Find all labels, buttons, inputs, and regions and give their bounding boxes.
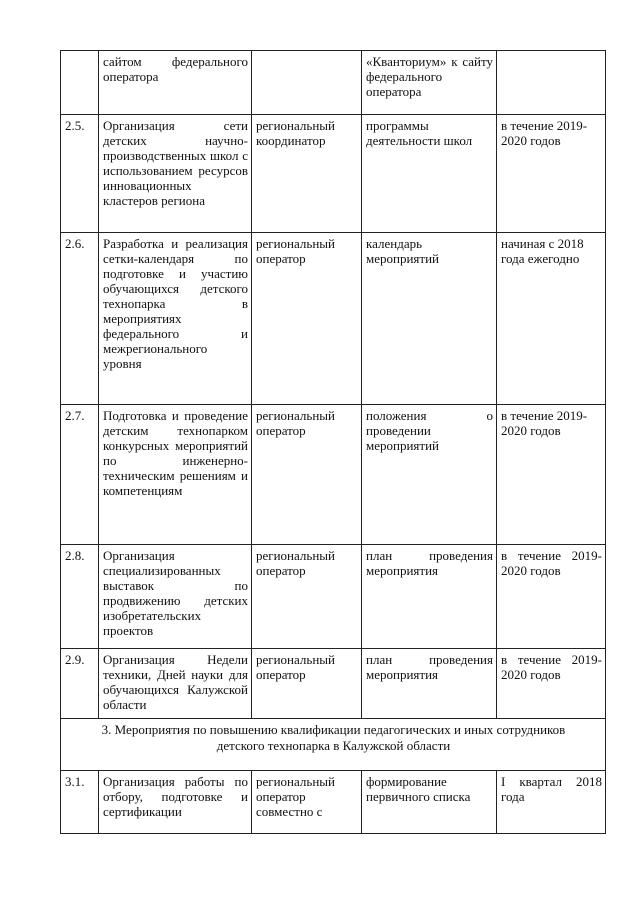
activity-cell: сайтом федерального оператора	[99, 51, 252, 115]
result-cell: программы деятельности школ	[362, 115, 497, 233]
row-number-cell: 2.7.	[61, 405, 99, 545]
deadline-cell: в течение 2019-2020 годов	[497, 545, 606, 649]
deadline-cell: в течение 2019-2020 годов	[497, 405, 606, 545]
activity-cell: Организация сети детских научно-производственных школ с использованием ресурсов инновационных кластеров региона	[99, 115, 252, 233]
table-row	[61, 51, 606, 115]
section-heading-line: детского технопарка в Калужской области	[216, 738, 451, 753]
deadline-cell	[497, 51, 606, 115]
activity-cell: Организация Недели техники, Дней науки для обучающихся Калужской области	[99, 649, 252, 719]
table-row	[61, 545, 606, 649]
result-cell: положения о проведении мероприятий	[362, 405, 497, 545]
executor-cell: региональный оператор	[252, 405, 362, 545]
activity-cell: Организация работы по отбору, подготовке и сертификации	[99, 771, 252, 834]
section-row	[61, 719, 606, 771]
deadline-cell: начиная с 2018 года ежегодно	[497, 233, 606, 405]
deadline-cell: в течение 2019-2020 годов	[497, 115, 606, 233]
row-number-cell: 2.8.	[61, 545, 99, 649]
events-table	[60, 50, 606, 834]
executor-cell: региональный оператор	[252, 545, 362, 649]
row-number-cell: 2.6.	[61, 233, 99, 405]
executor-cell: региональный оператор	[252, 233, 362, 405]
activity-cell: Подготовка и проведение детским технопарком конкурсных мероприятий по инженерно-техническим решениям и компетенциям	[99, 405, 252, 545]
executor-cell: региональный оператор совместно с	[252, 771, 362, 834]
row-number-cell: 2.5.	[61, 115, 99, 233]
result-cell: «Кванториум» к сайту федерального оператора	[362, 51, 497, 115]
row-number-cell: 2.9.	[61, 649, 99, 719]
deadline-cell: I квартал 2018 года	[497, 771, 606, 834]
section-heading-line: 3. Мероприятия по повышению квалификации педагогических и иных сотрудников	[101, 722, 566, 737]
activity-cell: Организация специализированных выставок по продвижению детских изобретательских проектов	[99, 545, 252, 649]
activity-cell: Разработка и реализация сетки-календаря по подготовке и участию обучающихся детского технопарка в мероприятиях федерального и межрегионального уровня	[99, 233, 252, 405]
table-row	[61, 649, 606, 719]
executor-cell: региональный оператор	[252, 649, 362, 719]
result-cell: план проведения мероприятия	[362, 545, 497, 649]
table-row	[61, 405, 606, 545]
executor-cell: региональный координатор	[252, 115, 362, 233]
result-cell: план проведения мероприятия	[362, 649, 497, 719]
result-cell: календарь мероприятий	[362, 233, 497, 405]
result-cell: формирование первичного списка	[362, 771, 497, 834]
table-row	[61, 233, 606, 405]
row-number-cell: 3.1.	[61, 771, 99, 834]
deadline-cell: в течение 2019-2020 годов	[497, 649, 606, 719]
section-heading	[61, 719, 606, 771]
table-row	[61, 115, 606, 233]
executor-cell	[252, 51, 362, 115]
table-row	[61, 771, 606, 834]
row-number-cell	[61, 51, 99, 115]
